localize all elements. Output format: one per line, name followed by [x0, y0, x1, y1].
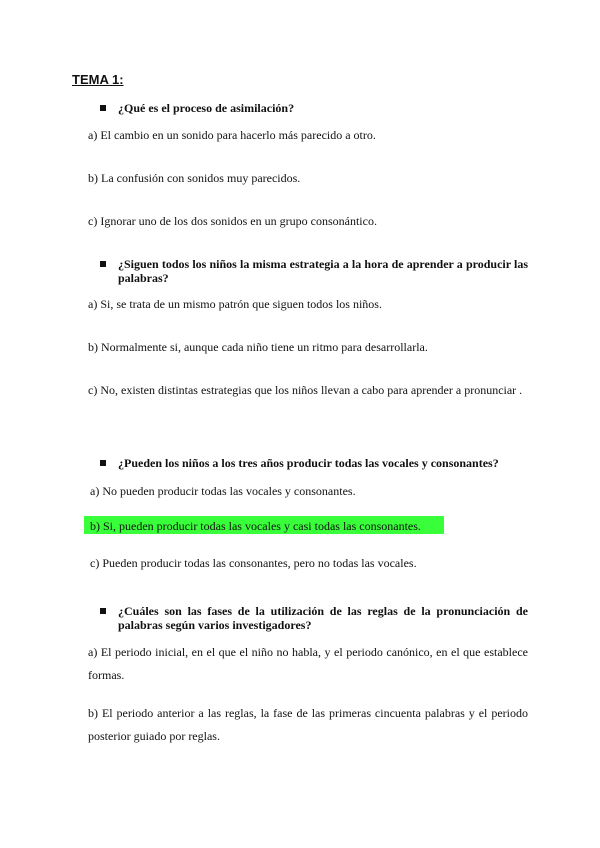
- answer-3b: b) Si, pueden producir todas las vocales y casi todas las consonantes.: [90, 519, 421, 533]
- question-text: ¿Siguen todos los niños la misma estrategia a la hora de aprender a producir las palabras?: [118, 257, 528, 285]
- question-1: [100, 101, 528, 115]
- bullet-icon: [100, 608, 106, 614]
- answer-2b: b) Normalmente si, aunque cada niño tiene un ritmo para desarrollarla.: [88, 340, 428, 354]
- answer-3c: c) Pueden producir todas las consonantes, pero no todas las vocales.: [90, 556, 417, 570]
- answer-4a: a) El periodo inicial, en el que el niño no habla, y el periodo canónico, en el que establece formas.: [88, 645, 528, 682]
- page-title: TEMA 1:: [72, 72, 124, 87]
- question-text: ¿Pueden los niños a los tres años producir todas las vocales y consonantes?: [118, 456, 499, 470]
- answer-3a: a) No pueden producir todas las vocales y consonantes.: [90, 484, 356, 498]
- answer-1a: a) El cambio en un sonido para hacerlo más parecido a otro.: [88, 128, 376, 142]
- question-text: ¿Qué es el proceso de asimilación?: [118, 101, 295, 115]
- answer-1c: c) Ignorar uno de los dos sonidos en un grupo consonántico.: [88, 214, 377, 228]
- bullet-icon: [100, 460, 106, 466]
- bullet-icon: [100, 261, 106, 267]
- question-text: ¿Cuáles son las fases de la utilización de las reglas de la pronunciación de palabras según varios investigadores?: [118, 604, 528, 632]
- bullet-icon: [100, 105, 106, 111]
- answer-2a: a) Si, se trata de un mismo patrón que siguen todos los niños.: [88, 297, 382, 311]
- question-3: [100, 456, 528, 470]
- answer-2c: c) No, existen distintas estrategias que los niños llevan a cabo para aprender a pronunciar .: [88, 383, 523, 397]
- question-4: [100, 604, 528, 632]
- answer-4b: b) El periodo anterior a las reglas, la fase de las primeras cincuenta palabras y el periodo posterior guiado por reglas.: [88, 706, 528, 743]
- answer-1b: b) La confusión con sonidos muy parecidos.: [88, 171, 301, 185]
- question-2: [100, 257, 528, 285]
